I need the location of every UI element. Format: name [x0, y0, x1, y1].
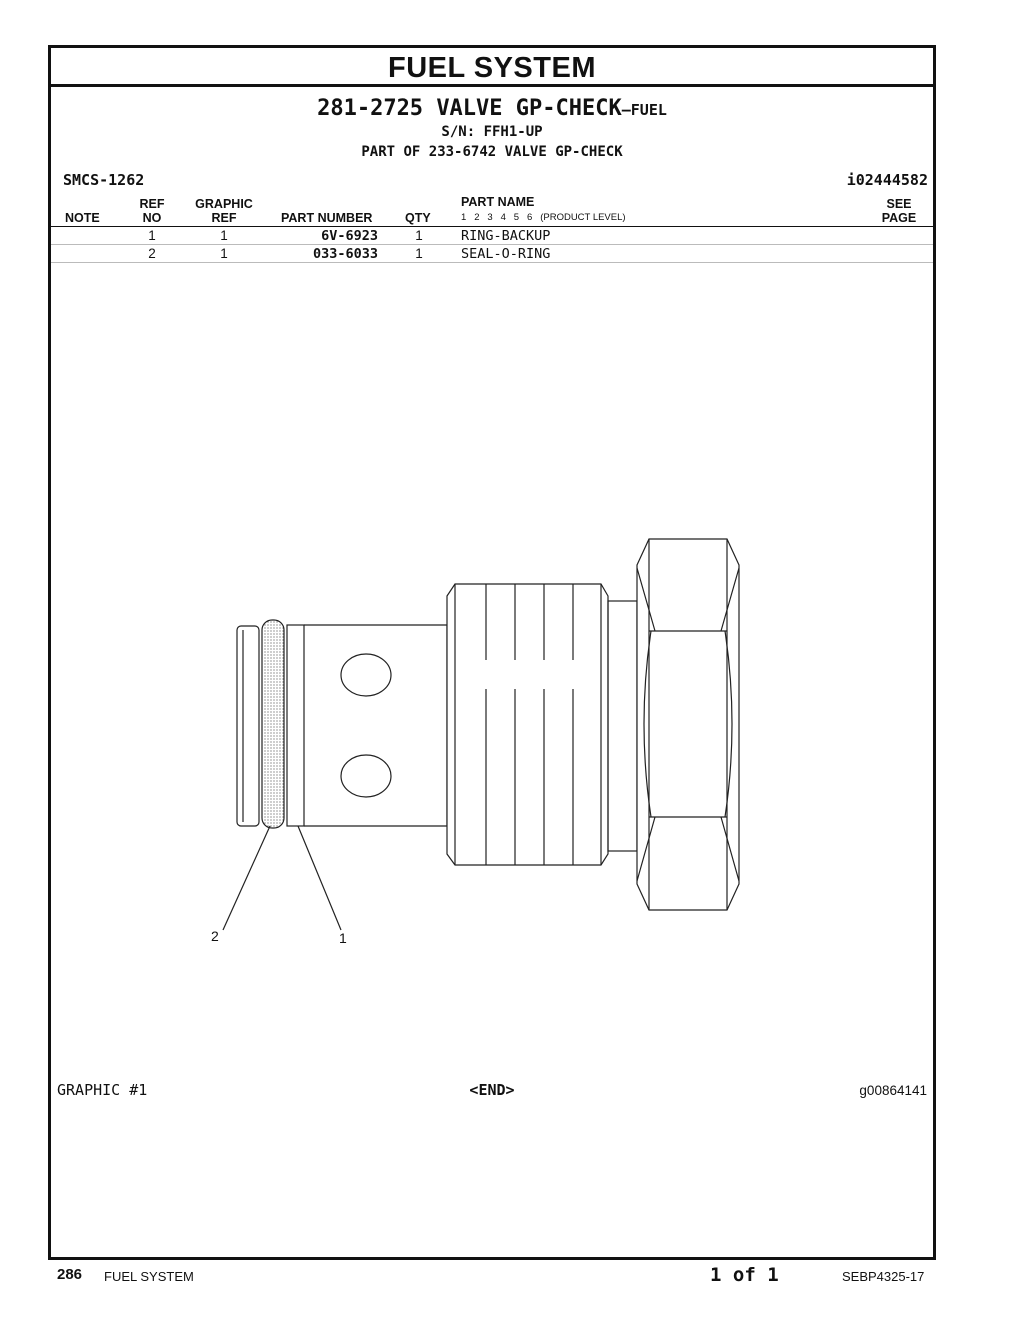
group-name: VALVE GP-CHECK — [436, 96, 622, 121]
page-frame — [48, 45, 936, 1260]
col-see-bottom: PAGE — [881, 211, 917, 225]
seal-o-ring — [262, 620, 284, 828]
graphic-id: g00864141 — [859, 1083, 927, 1098]
col-qty: QTY — [405, 211, 431, 225]
serial-number: S/N: FFH1-UP — [441, 124, 543, 140]
row-part-number: 033-6033 — [312, 246, 378, 262]
port-lower — [341, 755, 391, 797]
ring-backup — [287, 625, 304, 826]
leader-2 — [223, 826, 270, 930]
end-marker: <END> — [469, 1081, 515, 1099]
col-part-name: PART NAME — [461, 195, 535, 209]
footer-section: FUEL SYSTEM — [104, 1269, 194, 1284]
group-number: 281-2725 — [317, 96, 424, 121]
callout-2: 2 — [211, 928, 219, 944]
group-suffix: —FUEL — [621, 101, 667, 119]
col-part-number: PART NUMBER — [281, 211, 373, 225]
callout-1: 1 — [339, 930, 347, 946]
row-part-name: SEAL-O-RING — [461, 246, 551, 262]
row-part-number: 6V-6923 — [321, 228, 378, 244]
row-graphic-ref: 1 — [220, 228, 228, 243]
col-note: NOTE — [65, 211, 100, 225]
row-part-name: RING-BACKUP — [461, 228, 551, 244]
neck — [608, 601, 637, 851]
col-graphic-bottom: REF — [211, 211, 237, 225]
footer-page-number: 286 — [57, 1266, 83, 1283]
thread-section — [447, 584, 608, 865]
illustration-ref: i02444582 — [846, 171, 928, 189]
col-graphic-top: GRAPHIC — [195, 197, 253, 211]
col-product-levels: 1 2 3 4 5 6 (PRODUCT LEVEL) — [461, 212, 626, 223]
port-upper — [341, 654, 391, 696]
valve-illustration — [51, 48, 933, 1257]
footer-doc-number: SEBP4325-17 — [842, 1269, 925, 1284]
row-ref-no: 1 — [148, 228, 156, 243]
row-ref-no: 2 — [148, 246, 156, 261]
graphic-label: GRAPHIC #1 — [57, 1081, 148, 1099]
smcs-code: SMCS-1262 — [63, 171, 145, 189]
row-qty: 1 — [415, 246, 423, 261]
page-title: FUEL SYSTEM — [388, 52, 596, 84]
row-graphic-ref: 1 — [220, 246, 228, 261]
row-qty: 1 — [415, 228, 423, 243]
col-ref-bottom: NO — [142, 211, 162, 225]
hex-nut — [637, 539, 739, 910]
end-flange — [237, 626, 259, 826]
leader-1 — [298, 826, 341, 930]
part-of-line: PART OF 233-6742 VALVE GP-CHECK — [361, 144, 623, 160]
col-see-top: SEE — [886, 197, 912, 211]
footer-page-count: 1 of 1 — [710, 1264, 779, 1286]
col-ref-top: REF — [139, 197, 165, 211]
